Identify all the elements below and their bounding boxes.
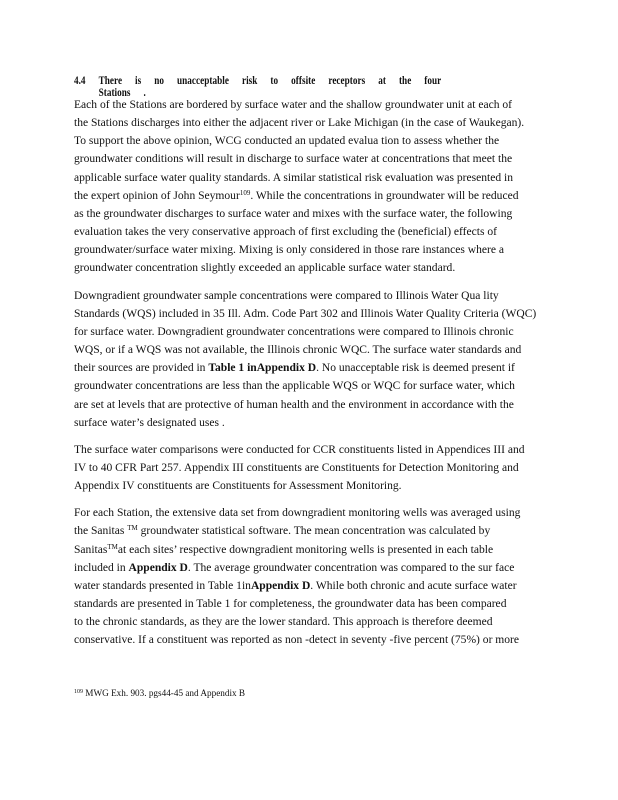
text-fragment: included in — [74, 561, 126, 574]
document-body — [74, 96, 542, 659]
text-line: Downgradient groundwater sample concentrations were compared to Illinois Water Qua lity — [74, 289, 499, 302]
paragraph-3 — [74, 441, 542, 495]
text-line: WQS, or if a WQS was not available, the Illinois chronic WQC. The surface water standards and — [74, 344, 522, 357]
trademark-mark: TM — [107, 542, 118, 551]
text-line — [74, 559, 542, 577]
text-line — [74, 359, 542, 377]
text-fragment: . No unacceptable risk is deemed present if — [316, 362, 515, 375]
text-line: Standards (WQS) included in 35 Ill. Adm. Code Part 302 and Illinois Water Quality Criteria (WQC) — [74, 307, 537, 320]
text-line: as the groundwater discharges to surface water and mixes with the surface water, the following — [74, 207, 513, 220]
appendix-reference: Appendix D — [256, 362, 317, 375]
text-fragment: the expert opinion of John Seymour — [74, 189, 240, 202]
text-fragment: . The average groundwater concentration was compared to the sur face — [187, 561, 515, 574]
appendix-reference: Appendix D — [128, 561, 188, 574]
text-fragment: . While the concentrations in groundwater will be reduced — [250, 189, 519, 202]
text-fragment: at each sites’ respective downgradient monitoring wells is presented in each table — [117, 543, 494, 556]
text-line: applicable surface water quality standards. A similar statistical risk evaluation was presented in — [74, 171, 513, 184]
paragraph-1 — [74, 96, 542, 278]
footnote — [74, 688, 245, 698]
text-line: the Stations discharges into either the adjacent river or Lake Michigan (in the case of Waukegan). — [74, 117, 525, 130]
text-line: evaluation takes the very conservative approach of first excluding the (beneficial) effects of — [74, 226, 497, 239]
text-line: Appendix IV constituents are Constituents for Assessment Monitoring. — [74, 480, 402, 493]
section-number: 4.4 — [74, 75, 86, 87]
text-line: For each Station, the extensive data set from downgradient monitoring wells was averaged using — [74, 507, 521, 520]
text-line: To support the above opinion, WCG conducted an updated evalua tion to assess whether the — [74, 135, 500, 148]
table-reference: Table 1 in — [208, 362, 257, 375]
text-line — [74, 522, 542, 540]
text-line: for surface water. Downgradient groundwater concentrations were compared to Illinois chronic — [74, 325, 514, 338]
appendix-reference: Appendix D — [250, 579, 311, 592]
footnote-reference[interactable]: 109 — [239, 188, 251, 197]
text-fragment: water standards presented in Table 1in — [74, 579, 251, 592]
text-line: groundwater/surface water mixing. Mixing is only considered in those rare instances where a — [74, 244, 504, 257]
text-line: groundwater conditions will result in discharge to surface water at concentrations that meet the — [74, 153, 513, 166]
text-line — [74, 541, 542, 559]
text-fragment: their sources are provided in — [74, 362, 206, 375]
text-fragment: the Sanitas — [74, 525, 125, 538]
text-line: Each of the Stations are bordered by surface water and the shallow groundwater unit at each of — [74, 99, 512, 111]
text-line: The surface water comparisons were conducted for CCR constituents listed in Appendices III and — [74, 443, 525, 456]
text-line: surface water’s designated uses . — [74, 416, 225, 429]
text-line: conservative. If a constituent was reported as non -detect in seventy -five percent (75%) or more — [74, 634, 520, 647]
text-line — [74, 187, 542, 205]
text-line: groundwater concentrations are less than the applicable WQS or WQC for surface water, which — [74, 380, 515, 393]
trademark-mark: TM — [127, 524, 138, 533]
text-line: to the chronic standards, as they are the lower standard. This approach is therefore deemed — [74, 616, 493, 629]
text-line: IV to 40 CFR Part 257. Appendix III constituents are Constituents for Detection Monitoring and — [74, 461, 519, 474]
text-fragment: . While both chronic and acute surface water — [310, 579, 517, 592]
text-line: standards are presented in Table 1 for completeness, the groundwater data has been compared — [74, 598, 507, 611]
paragraph-4 — [74, 504, 542, 649]
text-line: are set at levels that are protective of human health and the environment in accordance with the — [74, 398, 514, 411]
section-title: There is no unacceptable risk to offsite receptors at the four Stations . — [98, 75, 442, 99]
text-fragment: groundwater statistical software. The mean concentration was calculated by — [137, 525, 491, 538]
paragraph-2 — [74, 287, 542, 432]
text-fragment: Sanitas — [74, 543, 108, 556]
text-line — [74, 577, 542, 595]
footnote-number: 109 — [74, 689, 83, 695]
footnote-text: MWG Exh. 903. pgs44-45 and Appendix B — [85, 688, 246, 698]
text-line: groundwater concentration slightly exceeded an applicable surface water standard. — [74, 262, 456, 275]
